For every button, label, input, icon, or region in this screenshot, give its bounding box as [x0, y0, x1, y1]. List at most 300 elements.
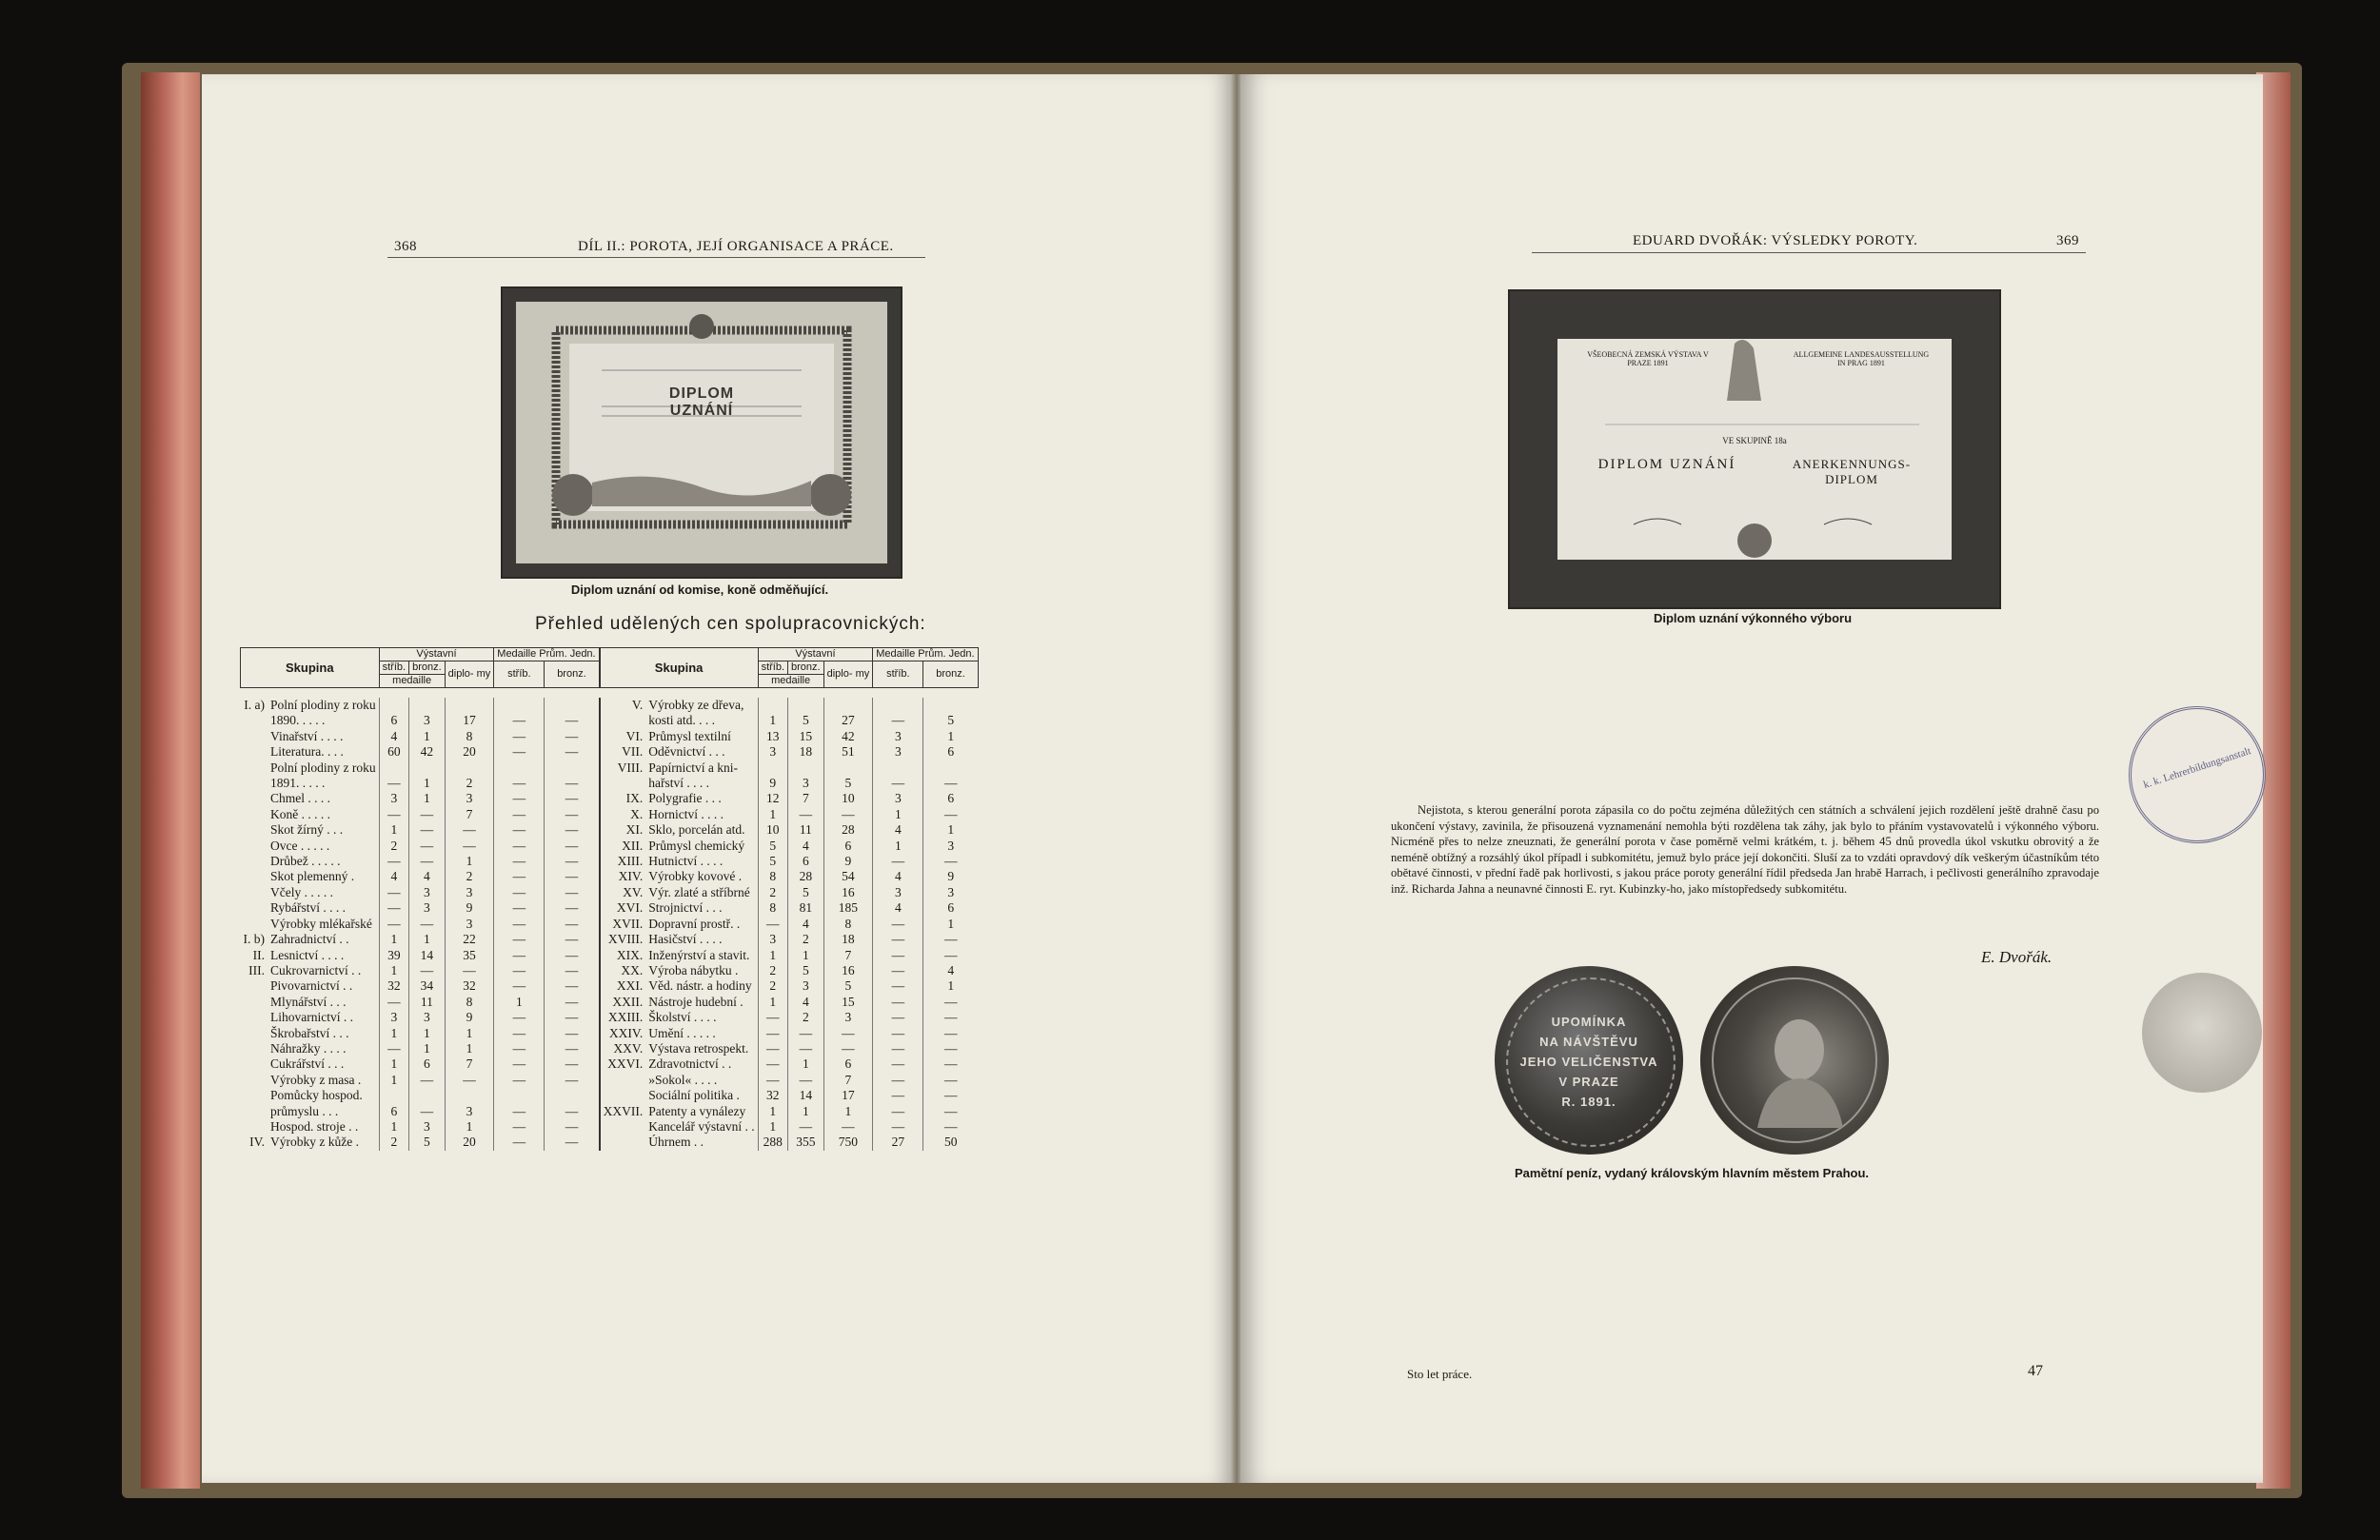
row-value: —: [923, 1104, 978, 1119]
row-value: 4: [788, 917, 824, 932]
row-value: 14: [788, 1088, 824, 1103]
row-value: 10: [758, 822, 787, 838]
medal-inscription-line: JEHO VELIČENSTVA: [1519, 1055, 1658, 1069]
row-value: 3: [923, 885, 978, 900]
row-value: —: [409, 839, 446, 854]
row-label: Umění . . . . .: [648, 1025, 716, 1040]
row-group: [241, 791, 268, 806]
row-value: —: [545, 1041, 600, 1056]
row-value: —: [409, 963, 446, 978]
medal-caption: Pamětní peníz, vydaný královským hlavním městem Prahou.: [1514, 1166, 1870, 1180]
emboss-seal: [2142, 973, 2262, 1093]
medal-inscription-line: UPOMÍNKA: [1551, 1015, 1627, 1029]
row-value: 750: [823, 1135, 873, 1150]
row-label: Hospod. stroje . .: [270, 1118, 359, 1134]
row-label: Rybářství . . . .: [270, 900, 346, 916]
row-value: 1: [758, 1119, 787, 1135]
page-number-right: 369: [2056, 233, 2079, 248]
row-group: [241, 885, 268, 900]
row-value: 3: [788, 978, 824, 994]
row-label: Oděvnictví . . .: [648, 744, 725, 760]
row-value: 18: [823, 932, 873, 947]
row-value: —: [494, 932, 545, 947]
row-group: [241, 1104, 268, 1119]
row-value: —: [873, 1088, 923, 1103]
row-value: [923, 698, 978, 713]
row-value: 9: [445, 1010, 494, 1025]
row-label: Skot žírný . . .: [270, 822, 344, 838]
row-group: [241, 713, 268, 728]
row-value: —: [494, 744, 545, 760]
row-value: —: [758, 1041, 787, 1056]
row-value: 1: [873, 807, 923, 822]
row-value: 81: [788, 900, 824, 916]
row-value: —: [545, 744, 600, 760]
medal-reverse: [1700, 966, 1889, 1155]
row-group: [241, 995, 268, 1010]
head-rule-left: [387, 257, 925, 258]
row-value: —: [545, 900, 600, 916]
row-value: —: [494, 1010, 545, 1025]
right-page: [1240, 74, 2263, 1483]
row-value: —: [873, 1041, 923, 1056]
row-value: —: [545, 932, 600, 947]
table-row: [241, 791, 979, 806]
row-value: —: [545, 1010, 600, 1025]
row-value: 1: [379, 822, 408, 838]
row-label: Hutnictví . . . .: [648, 854, 724, 869]
row-group: [241, 1056, 268, 1072]
row-value: [923, 760, 978, 776]
row-value: 1: [788, 948, 824, 963]
row-group: XX.: [600, 963, 646, 978]
row-value: —: [445, 963, 494, 978]
row-value: —: [788, 1026, 824, 1041]
row-value: 1: [409, 932, 446, 947]
row-value: [379, 698, 408, 713]
row-value: 1: [409, 791, 446, 806]
row-value: 3: [873, 744, 923, 760]
row-value: —: [923, 948, 978, 963]
row-value: 4: [788, 995, 824, 1010]
row-value: [409, 760, 446, 776]
row-value: 3: [445, 885, 494, 900]
row-group: XXV.: [600, 1041, 646, 1056]
row-value: 3: [758, 932, 787, 947]
row-label: Sklo, porcelán atd.: [648, 822, 745, 838]
row-value: —: [379, 854, 408, 869]
row-value: —: [494, 1073, 545, 1088]
col-prum-stribr-l: stříb.: [494, 661, 545, 688]
col-diplomy-r: diplo- my: [823, 661, 873, 688]
row-value: 3: [788, 776, 824, 791]
row-value: —: [758, 1010, 787, 1025]
row-group: XIX.: [600, 948, 646, 963]
row-label: Papírnictví a kni-: [648, 760, 738, 775]
row-value: 9: [758, 776, 787, 791]
row-value: [494, 1088, 545, 1103]
medal-inscription-line: NA NÁVŠTĚVU: [1539, 1035, 1638, 1049]
row-value: —: [873, 995, 923, 1010]
row-value: —: [379, 776, 408, 791]
row-value: 6: [409, 1056, 446, 1072]
plate-title-cz: DIPLOM UZNÁNÍ: [1597, 457, 1736, 472]
row-value: 1: [445, 1119, 494, 1135]
row-value: —: [409, 822, 446, 838]
row-value: 5: [923, 713, 978, 728]
row-value: 1: [409, 776, 446, 791]
row-value: 1: [758, 995, 787, 1010]
row-value: 1: [758, 1104, 787, 1119]
row-value: 17: [823, 1088, 873, 1103]
row-value: 1: [823, 1104, 873, 1119]
row-value: —: [545, 1073, 600, 1088]
row-label: Chmel . . . .: [270, 791, 330, 806]
row-value: —: [494, 713, 545, 728]
row-value: —: [494, 917, 545, 932]
row-value: 1: [923, 917, 978, 932]
row-value: 5: [823, 776, 873, 791]
row-group: [600, 776, 646, 791]
row-value: —: [494, 1104, 545, 1119]
row-value: —: [545, 791, 600, 806]
row-value: 8: [823, 917, 873, 932]
row-label: Dopravní prostř. .: [648, 916, 741, 931]
row-value: —: [788, 1041, 824, 1056]
row-value: 35: [445, 948, 494, 963]
row-value: 5: [788, 885, 824, 900]
table-row: [241, 978, 979, 994]
medal-portrait: [1700, 966, 1889, 1155]
row-value: —: [545, 978, 600, 994]
table-row: [241, 698, 979, 713]
row-value: 42: [823, 729, 873, 744]
row-value: [545, 698, 600, 713]
row-value: —: [494, 1026, 545, 1041]
row-value: —: [873, 1104, 923, 1119]
row-value: 2: [788, 1010, 824, 1025]
col-prum-bronz-l: bronz.: [545, 661, 600, 688]
row-group: XVIII.: [600, 932, 646, 947]
row-label: Výroba nábytku .: [648, 962, 739, 977]
table-row: [241, 729, 979, 744]
row-value: —: [545, 1056, 600, 1072]
row-value: —: [758, 1026, 787, 1041]
left-page: [202, 74, 1233, 1483]
row-value: —: [545, 948, 600, 963]
row-value: 54: [823, 869, 873, 884]
row-value: —: [873, 1056, 923, 1072]
row-label: Průmysl chemický: [648, 838, 745, 853]
row-value: 2: [758, 963, 787, 978]
row-value: —: [873, 776, 923, 791]
col-stribr-l: stříb.: [379, 661, 408, 675]
row-label: Koně . . . . .: [270, 806, 330, 821]
row-label: Výrobky ze dřeva,: [648, 698, 744, 712]
row-value: 20: [445, 744, 494, 760]
row-label: Zdravotnictví . .: [648, 1056, 732, 1072]
row-label: Inženýrství a stavit.: [648, 947, 750, 962]
row-value: 32: [445, 978, 494, 994]
row-value: 32: [758, 1088, 787, 1103]
row-value: —: [379, 1041, 408, 1056]
row-group: [241, 978, 268, 994]
row-value: 13: [758, 729, 787, 744]
col-diplomy-l: diplo- my: [445, 661, 494, 688]
row-value: —: [758, 1056, 787, 1072]
row-value: —: [494, 948, 545, 963]
row-value: 51: [823, 744, 873, 760]
row-group: XIII.: [600, 854, 646, 869]
row-value: —: [923, 932, 978, 947]
row-value: —: [494, 900, 545, 916]
row-label: Cukrovarnictví . .: [270, 962, 362, 977]
row-value: —: [379, 807, 408, 822]
row-value: 34: [409, 978, 446, 994]
medal-inscription-line: V PRAZE: [1558, 1075, 1619, 1089]
row-value: 1: [409, 1026, 446, 1041]
row-value: —: [823, 807, 873, 822]
diploma-illustration: [516, 302, 887, 563]
row-value: 20: [445, 1135, 494, 1150]
row-value: 7: [445, 1056, 494, 1072]
row-value: 6: [379, 1104, 408, 1119]
row-value: 7: [823, 1073, 873, 1088]
table-row: [241, 713, 979, 728]
row-group: [241, 1010, 268, 1025]
row-value: —: [545, 885, 600, 900]
row-value: —: [545, 995, 600, 1010]
row-group: VIII.: [600, 760, 646, 776]
row-value: 3: [923, 839, 978, 854]
row-group: [241, 822, 268, 838]
row-label: Pivovarnictví . .: [270, 978, 353, 994]
row-value: —: [758, 917, 787, 932]
row-label: kosti atd. . . .: [648, 713, 715, 728]
row-value: —: [409, 854, 446, 869]
row-group: [241, 1041, 268, 1056]
row-value: —: [409, 1104, 446, 1119]
row-value: —: [788, 1073, 824, 1088]
row-label: Hornictví . . . .: [648, 806, 724, 821]
row-label: Úhrnem . .: [648, 1135, 704, 1150]
row-value: 15: [788, 729, 824, 744]
table-row: [241, 822, 979, 838]
prize-table: [240, 647, 979, 1151]
row-label: Zahradnictví . .: [270, 932, 349, 947]
row-value: [494, 698, 545, 713]
plate-caption-left: Diplom uznání od komise, koně odměňující.: [570, 582, 829, 597]
row-value: 9: [445, 900, 494, 916]
row-value: 2: [445, 869, 494, 884]
row-value: 50: [923, 1135, 978, 1150]
row-value: [758, 698, 787, 713]
row-label: průmyslu . . .: [270, 1103, 339, 1118]
col-prum-stribr-r: stříb.: [873, 661, 923, 688]
table-row: [241, 854, 979, 869]
row-value: 6: [923, 900, 978, 916]
row-value: 1: [379, 932, 408, 947]
row-value: 18: [788, 744, 824, 760]
col-medaille-prum-r: Medaille Prům. Jedn.: [873, 648, 978, 661]
row-value: —: [873, 854, 923, 869]
table-row: [241, 1073, 979, 1088]
col-medaille-l: medaille: [379, 675, 445, 688]
row-value: [379, 760, 408, 776]
row-value: 1: [758, 807, 787, 822]
row-value: —: [545, 1119, 600, 1135]
table-row: [241, 917, 979, 932]
row-value: 28: [823, 822, 873, 838]
row-value: —: [923, 776, 978, 791]
row-value: [823, 698, 873, 713]
row-value: 2: [379, 1135, 408, 1150]
row-value: —: [379, 917, 408, 932]
row-value: 2: [788, 932, 824, 947]
row-value: —: [545, 869, 600, 884]
row-value: —: [788, 1119, 824, 1135]
table-row: [241, 1010, 979, 1025]
row-value: —: [873, 1073, 923, 1088]
row-value: [873, 760, 923, 776]
row-value: —: [823, 1119, 873, 1135]
row-value: —: [873, 1026, 923, 1041]
row-value: —: [923, 854, 978, 869]
row-value: —: [379, 995, 408, 1010]
row-group: [241, 839, 268, 854]
footer-page-number: 47: [2028, 1363, 2043, 1379]
row-label: Literatura. . . .: [270, 744, 344, 760]
row-value: 3: [445, 1104, 494, 1119]
medal-inscription-line: R. 1891.: [1561, 1095, 1616, 1109]
plate-title-de: ANERKENNUNGS-DIPLOM: [1792, 457, 1912, 486]
row-value: —: [545, 822, 600, 838]
row-group: XXIII.: [600, 1010, 646, 1025]
row-value: 16: [823, 963, 873, 978]
row-value: 8: [758, 869, 787, 884]
row-group: [241, 729, 268, 744]
row-value: —: [545, 839, 600, 854]
row-label: Polygrafie . . .: [648, 791, 722, 806]
row-group: X.: [600, 807, 646, 822]
row-value: 3: [379, 791, 408, 806]
row-value: [788, 698, 824, 713]
row-label: Výrobky z kůže .: [270, 1135, 359, 1150]
page-edges-left: [141, 72, 200, 1489]
row-value: 27: [873, 1135, 923, 1150]
row-value: 1: [923, 729, 978, 744]
row-value: 5: [788, 713, 824, 728]
row-value: —: [494, 978, 545, 994]
row-value: 3: [873, 729, 923, 744]
row-value: 1: [379, 963, 408, 978]
table-row: [241, 948, 979, 963]
row-label: Věd. nástr. a hodiny: [648, 978, 752, 994]
row-value: —: [545, 729, 600, 744]
row-value: —: [873, 1010, 923, 1025]
row-value: 5: [758, 854, 787, 869]
row-value: 6: [923, 744, 978, 760]
row-value: [445, 1088, 494, 1103]
row-value: 1: [494, 995, 545, 1010]
row-group: [600, 1088, 646, 1103]
table-row: [241, 1088, 979, 1103]
row-label: Výrobky kovové .: [648, 869, 743, 884]
row-value: 5: [409, 1135, 446, 1150]
row-value: —: [545, 917, 600, 932]
row-value: 4: [379, 729, 408, 744]
row-group: XXVI.: [600, 1056, 646, 1072]
table-row: [241, 807, 979, 822]
medal-inscription: [1495, 1012, 1683, 1112]
row-value: 3: [445, 917, 494, 932]
col-vystavni-r: Výstavní: [758, 648, 873, 661]
row-value: [409, 1088, 446, 1103]
row-value: —: [873, 713, 923, 728]
row-value: —: [494, 791, 545, 806]
row-value: —: [823, 1026, 873, 1041]
row-value: —: [788, 807, 824, 822]
row-value: 2: [758, 885, 787, 900]
row-value: 5: [758, 839, 787, 854]
row-value: [758, 760, 787, 776]
row-value: —: [923, 1056, 978, 1072]
row-value: —: [494, 1056, 545, 1072]
row-label: Mlynářství . . .: [270, 994, 347, 1009]
row-value: —: [445, 1073, 494, 1088]
table-row: [241, 869, 979, 884]
running-head-left: DÍL II.: POROTA, JEJÍ ORGANISACE A PRÁCE.: [578, 239, 894, 254]
row-group: [241, 854, 268, 869]
row-value: —: [545, 1135, 600, 1150]
row-value: —: [873, 917, 923, 932]
col-bronz-l: bronz.: [409, 661, 446, 675]
row-value: 1: [379, 1073, 408, 1088]
row-value: —: [873, 1119, 923, 1135]
row-value: [494, 760, 545, 776]
row-value: [873, 698, 923, 713]
plate-caption-right: Diplom uznání výkonného výboru: [1653, 611, 1853, 625]
row-value: —: [545, 854, 600, 869]
row-value: 39: [379, 948, 408, 963]
row-group: I. b): [243, 932, 265, 947]
row-value: —: [545, 807, 600, 822]
row-label: Výrobky mlékařské: [270, 916, 372, 931]
row-value: 3: [409, 1010, 446, 1025]
row-value: 11: [788, 822, 824, 838]
row-value: 1: [379, 1056, 408, 1072]
table-row: [241, 839, 979, 854]
row-value: [409, 698, 446, 713]
row-value: 1: [923, 822, 978, 838]
row-value: 32: [379, 978, 408, 994]
head-rule-right: [1532, 252, 2086, 253]
row-value: 7: [788, 791, 824, 806]
prize-table-body: [241, 698, 979, 1151]
row-value: 7: [823, 948, 873, 963]
row-group: [241, 1119, 268, 1135]
row-value: 8: [445, 995, 494, 1010]
row-label: hařství . . . .: [648, 776, 709, 791]
row-group: XIV.: [600, 869, 646, 884]
row-value: 6: [823, 1056, 873, 1072]
diploma-plate-right: [1508, 289, 2001, 609]
row-value: 1: [409, 729, 446, 744]
row-value: 4: [873, 822, 923, 838]
row-value: 1: [409, 1041, 446, 1056]
row-value: 15: [823, 995, 873, 1010]
row-value: 3: [409, 885, 446, 900]
